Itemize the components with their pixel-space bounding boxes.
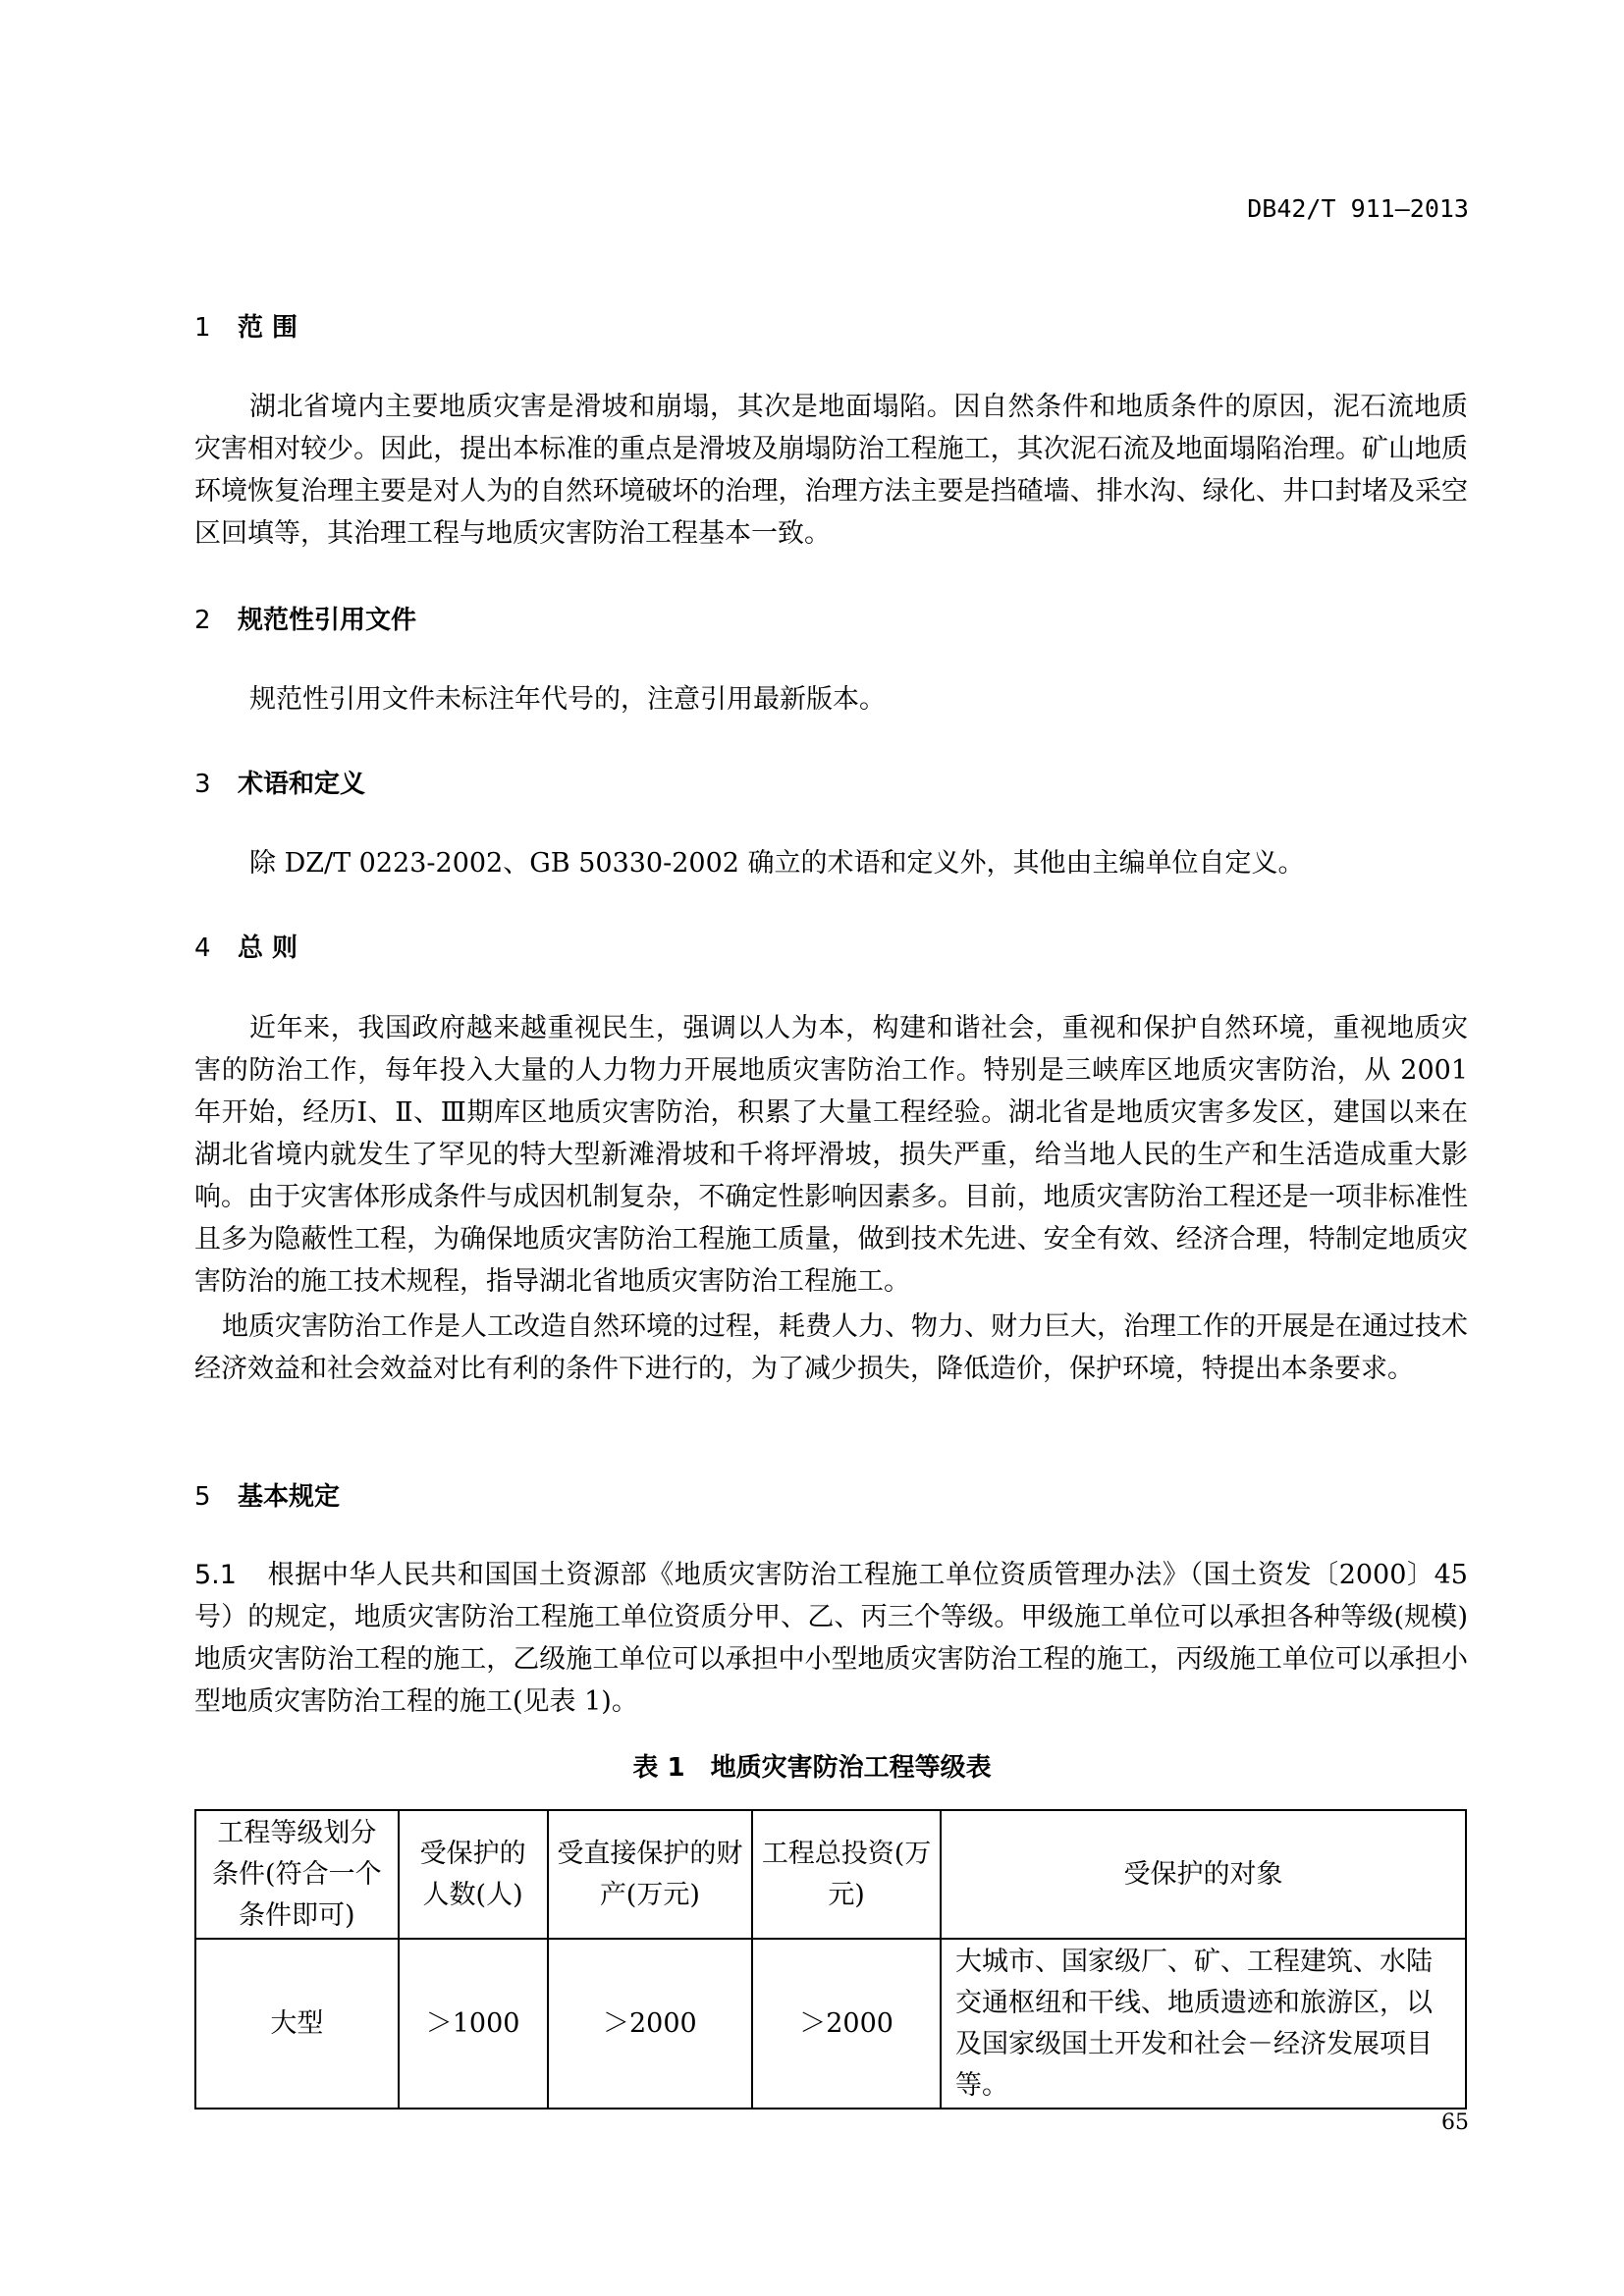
header-cell: 工程等级划分条件(符合一个条件即可) bbox=[195, 1810, 399, 1939]
header-cell: 受保护的人数(人) bbox=[399, 1810, 548, 1939]
clause-5-1: 5.1 根据中华人民共和国国土资源部《地质灾害防治工程施工单位资质管理办法》（国土资发〔2000〕45 号）的规定，地质灾害防治工程施工单位资质分甲、乙、丙三个等级。甲级施工单位可以承担各种等级(规模)地质灾害防治工程的施工，乙级施工单位可以承担中小型地质灾害防治工程的施工，丙级施工单位可以承担小型地质灾害防治工程的施工(见表 1)。 bbox=[194, 1560, 1468, 1717]
header-cell: 工程总投资(万元) bbox=[752, 1810, 941, 1939]
table-cell: 大型 bbox=[195, 1939, 399, 2109]
page-number: 65 bbox=[1441, 2110, 1469, 2135]
grade-table bbox=[194, 1809, 1467, 2109]
section-4-paragraph-2: 地质灾害防治工作是人工改造自然环境的过程，耗费人力、物力、财力巨大，治理工作的开展是在通过技术经济效益和社会效益对比有利的条件下进行的，为了减少损失，降低造价，保护环境，特提出本条要求。 bbox=[194, 1311, 1468, 1384]
header-cell: 受直接保护的财产(万元) bbox=[548, 1810, 753, 1939]
standard-code: DB42/T 911—2013 bbox=[1247, 194, 1469, 223]
section-heading-4: 4 总 则 bbox=[194, 934, 298, 963]
table-cell: ＞2000 bbox=[752, 1939, 941, 2109]
header-cell: 受保护的对象 bbox=[941, 1810, 1466, 1939]
table-cell: ＞1000 bbox=[399, 1939, 548, 2109]
table-cell: ＞2000 bbox=[548, 1939, 753, 2109]
section-heading-5: 5 基本规定 bbox=[194, 1482, 341, 1512]
section-3-paragraph: 除 DZ/T 0223-2002、GB 50330-2002 确立的术语和定义外，其他由主编单位自定义。 bbox=[249, 848, 1305, 879]
table-cell: 大城市、国家级厂、矿、工程建筑、水陆交通枢纽和干线、地质遗迹和旅游区，以及国家级国土开发和社会－经济发展项目等。 bbox=[941, 1939, 1466, 2109]
table-header-row bbox=[195, 1810, 1466, 1939]
section-heading-3: 3 术语和定义 bbox=[194, 770, 366, 799]
table-row bbox=[195, 1939, 1466, 2109]
section-2-paragraph: 规范性引用文件未标注年代号的，注意引用最新版本。 bbox=[249, 684, 886, 715]
section-heading-2: 2 规范性引用文件 bbox=[194, 606, 417, 635]
section-1-paragraph: 湖北省境内主要地质灾害是滑坡和崩塌，其次是地面塌陷。因自然条件和地质条件的原因，泥石流地质灾害相对较少。因此，提出本标准的重点是滑坡及崩塌防治工程施工，其次泥石流及地面塌陷治理。矿山地质环境恢复治理主要是对人为的自然环境破坏的治理，治理方法主要是挡碴墙、排水沟、绿化、井口封堵及采空区回填等，其治理工程与地质灾害防治工程基本一致。 bbox=[194, 392, 1468, 549]
section-heading-1: 1 范 围 bbox=[194, 313, 298, 343]
table-caption: 表 1 地质灾害防治工程等级表 bbox=[632, 1753, 992, 1783]
section-4-paragraph-1: 近年来，我国政府越来越重视民生，强调以人为本，构建和谐社会，重视和保护自然环境，重视地质灾害的防治工作，每年投入大量的人力物力开展地质灾害防治工作。特别是三峡库区地质灾害防治，从 2001 年开始，经历Ⅰ、Ⅱ、Ⅲ期库区地质灾害防治，积累了大量工程经验。湖北省是地质灾害多发区，建国以来在湖北省境内就发生了罕见的特大型新滩滑坡和千将坪滑坡，损失严重，给当地人民的生产和生活造成重大影响。由于灾害体形成条件与成因机制复杂，不确定性影响因素多。目前，地质灾害防治工程还是一项非标准性且多为隐蔽性工程，为确保地质灾害防治工程施工质量，做到技术先进、安全有效、经济合理，特制定地质灾害防治的施工技术规程，指导湖北省地质灾害防治工程施工。 bbox=[194, 1013, 1468, 1297]
